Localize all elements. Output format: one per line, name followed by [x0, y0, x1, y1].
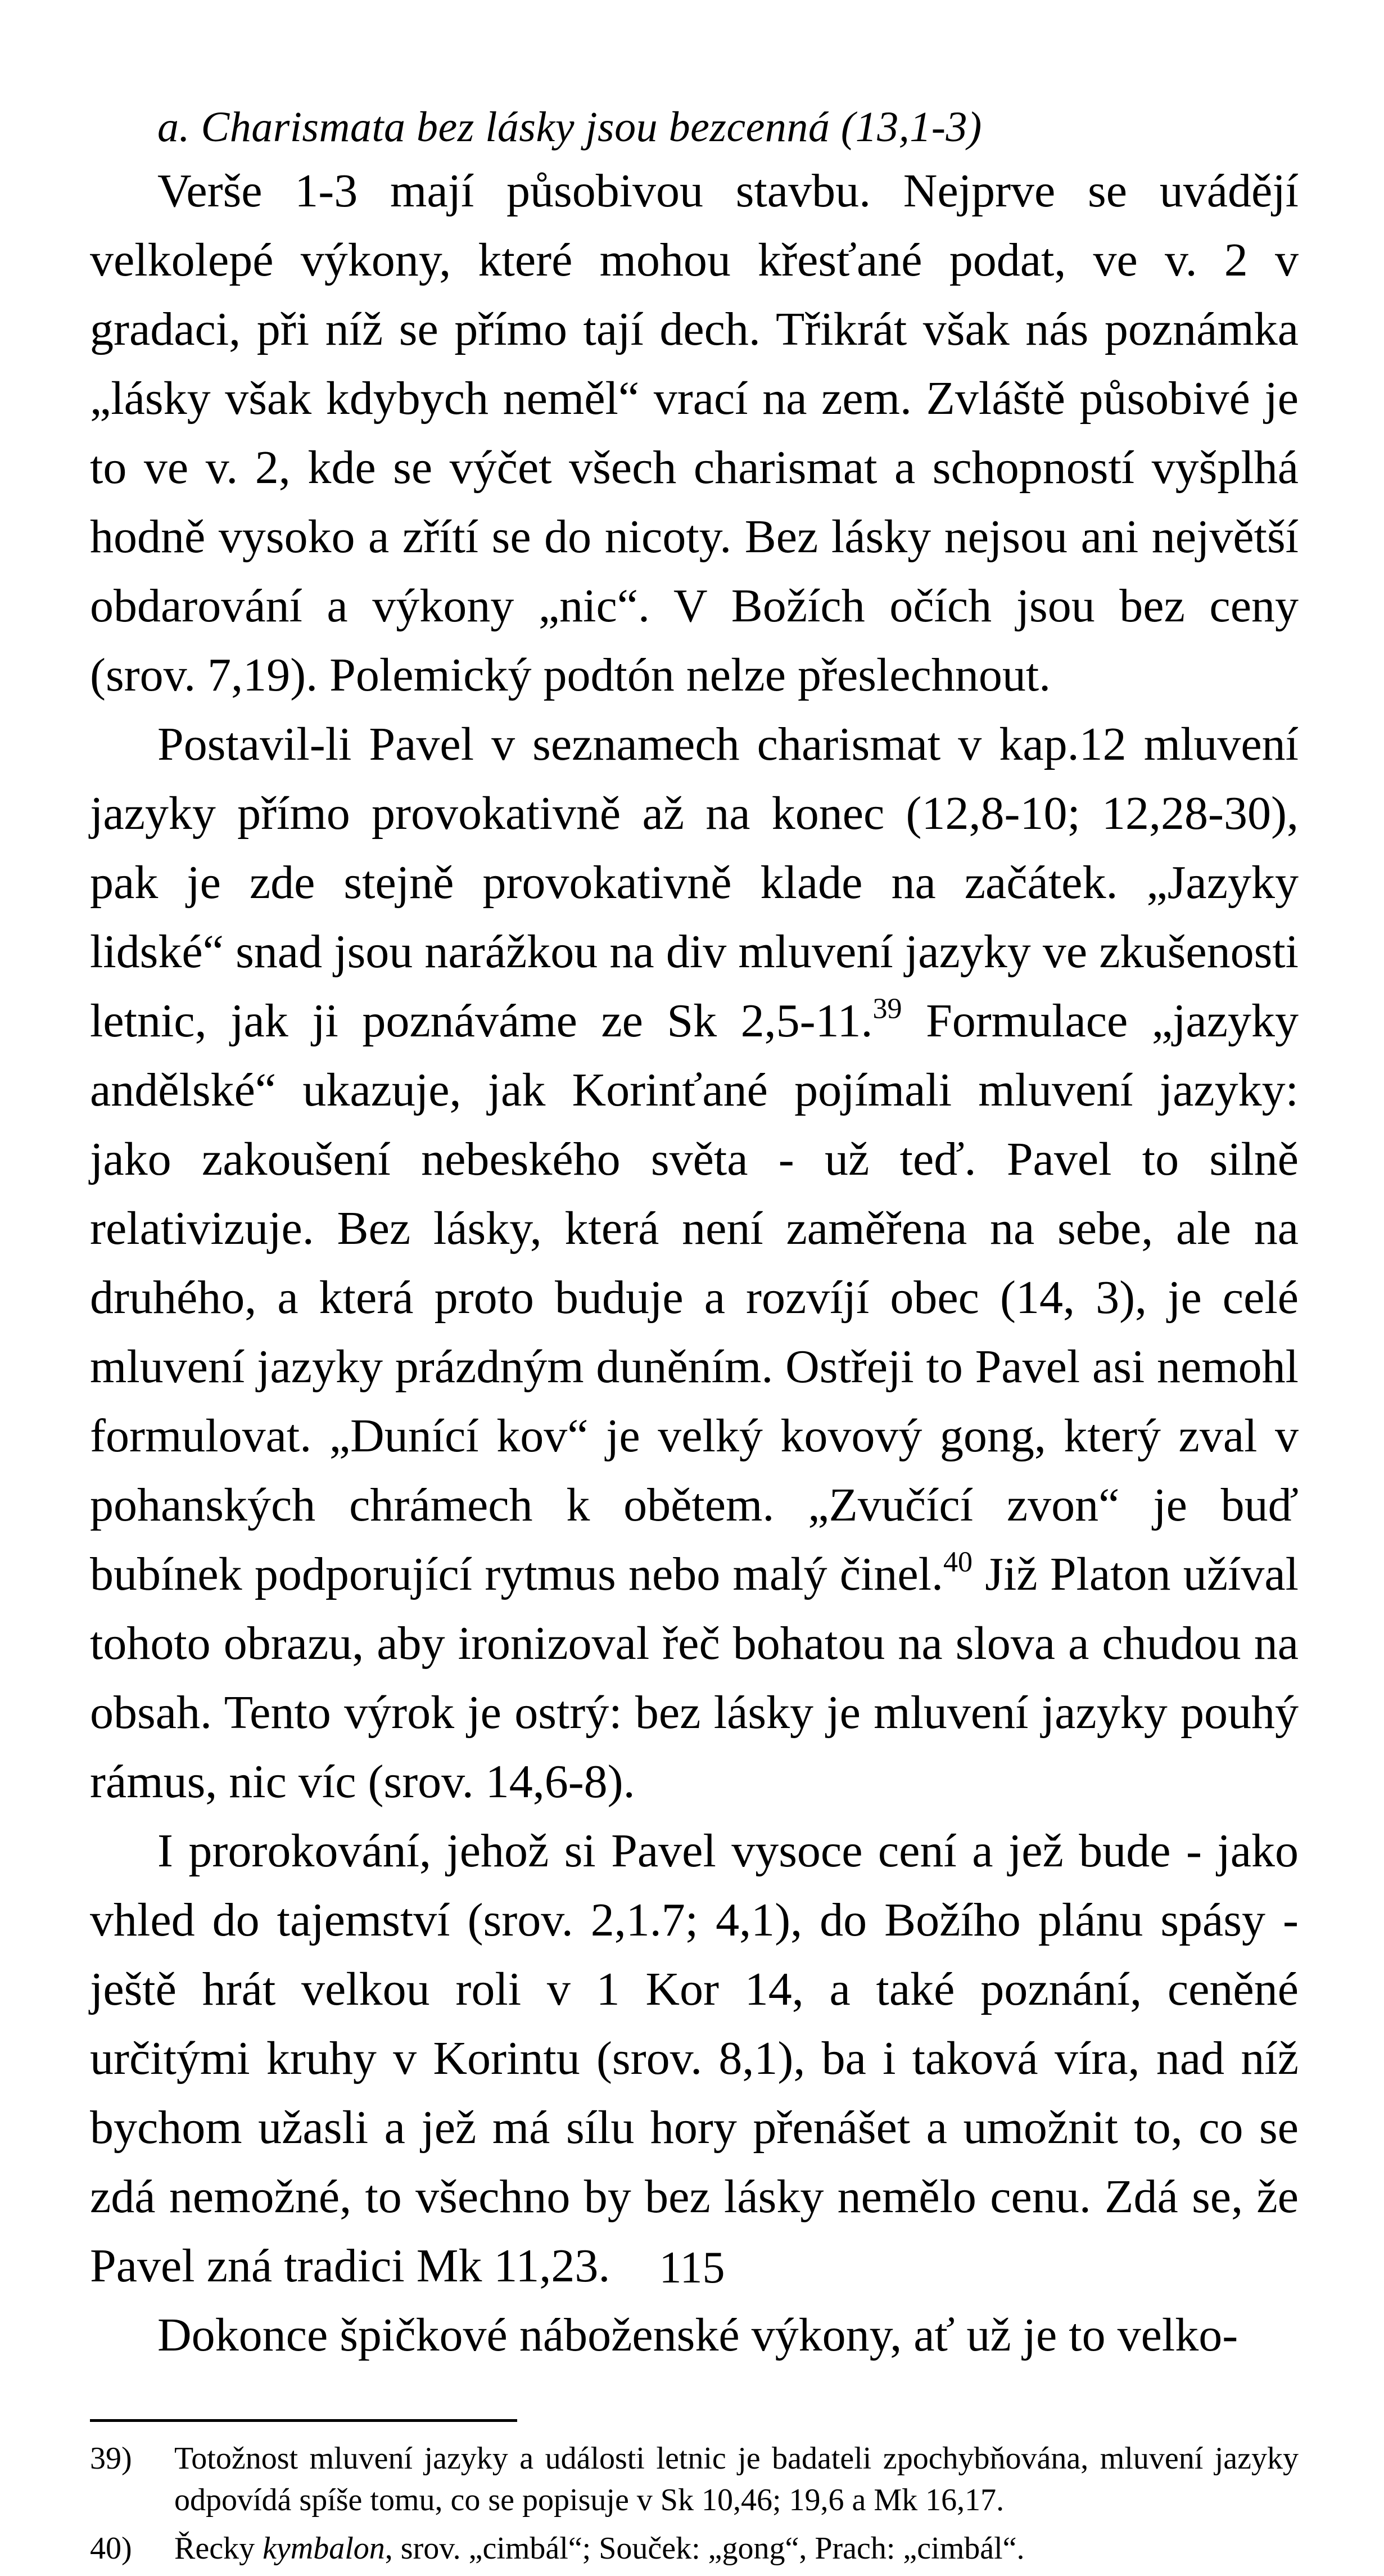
section-heading: a. Charismata bez lásky jsou bezcenná (13,1-3): [157, 103, 982, 151]
footnote-ref-39[interactable]: 39: [872, 992, 902, 1025]
footnote-ref-40[interactable]: 40: [943, 1546, 973, 1578]
paragraph-2: Postavil-li Pavel v seznamech charismat v kap.12 mluvení jazyky přímo provokativně až na konec (12,8-10; 12,28-30), pak je zde stejně provokativně klade na začátek. „Jazyky lidské“ snad jsou narážkou na div mluvení jazyky ve zkušenosti letnic, jak ji poznáváme ze Sk 2,5-11.39 Formulace „jazyky andělské“ ukazuje, jak Korinťané pojímali mluvení jazyky: jako zakoušení nebeského světa - už teď. Pavel to silně relativizuje. Bez lásky, která není zaměřena na sebe, ale na druhého, a která proto buduje a rozvíjí obec (14, 3), je celé mluvení jazyky prázdným duněním. Ostřeji to Pavel asi nemohl formulovat. „Dunící kov“ je velký kovový gong, který zval v pohanských chrámech k obětem. „Zvučící zvon“ je buď bubínek podporující rytmus nebo malý činel.$^{40}$ Již Platon užíval tohoto obrazu, aby ironizoval řeč bohatou na slova a chudou na obsah. Tento výrok je ostrý: bez lásky je mluvení jazyky pouhý rámus, nic víc (srov. 14,6-8).: [90, 718, 1299, 1808]
paragraph-3: I prorokování, jehož si Pavel vysoce cení a jež bude - jako vhled do tajemství (srov. 2,1.7; 4,1), do Božího plánu spásy - ještě hrát velkou roli v 1 Kor 14, a také poznání, ceněné určitými kruhy v Korintu (srov. 8,1), ba i taková víra, nad níž bychom užasli a jež má sílu hory přenášet a umožnit to, co se zdá nemožné, to všechno by bez lásky nemělo cenu. Zdá se, že Pavel zná tradici Mk 11,23.: [90, 1825, 1299, 2292]
page-number: 115: [659, 2243, 725, 2293]
footnote-text: Totožnost mluvení jazyky a události letnic je badateli zpochybňována, mluvení jazyky odpovídá spíše tomu, co se popisuje v Sk 10,46; 19,6 a Mk 16,17.: [174, 2441, 1299, 2518]
footnote-39: [90, 2438, 1299, 2521]
footnote-number: 40): [90, 2531, 132, 2566]
footnote-text: Řecky kymbalon, srov. „cimbál“; Souček: „gong“, Prach: „cimbál“.: [174, 2531, 1025, 2566]
paragraph-4: Dokonce špičkové náboženské výkony, ať už je to velko-: [157, 2309, 1238, 2361]
book-page: [90, 101, 1299, 2576]
paragraph-1: Verše 1-3 mají působivou stavbu. Nejprve se uvádějí velkolepé výkony, které mohou křesťané podat, ve v. 2 v gradaci, při níž se přímo tají dech. Třikrát však nás poznámka „lásky však kdybych neměl“ vrací na zem. Zvláště působivé je to ve v. 2, kde se výčet všech charismat a schopností vyšplhá hodně vysoko a zřítí se do nicoty. Bez lásky nejsou ani největší obdarování a výkony „nic“. V Božích očích jsou bez ceny (srov. 7,19). Polemický podtón nelze přeslechnout.: [90, 165, 1299, 701]
footnote-number: 39): [90, 2441, 132, 2476]
footnote-40: [90, 2528, 1299, 2569]
footnote-divider: [90, 2419, 517, 2422]
